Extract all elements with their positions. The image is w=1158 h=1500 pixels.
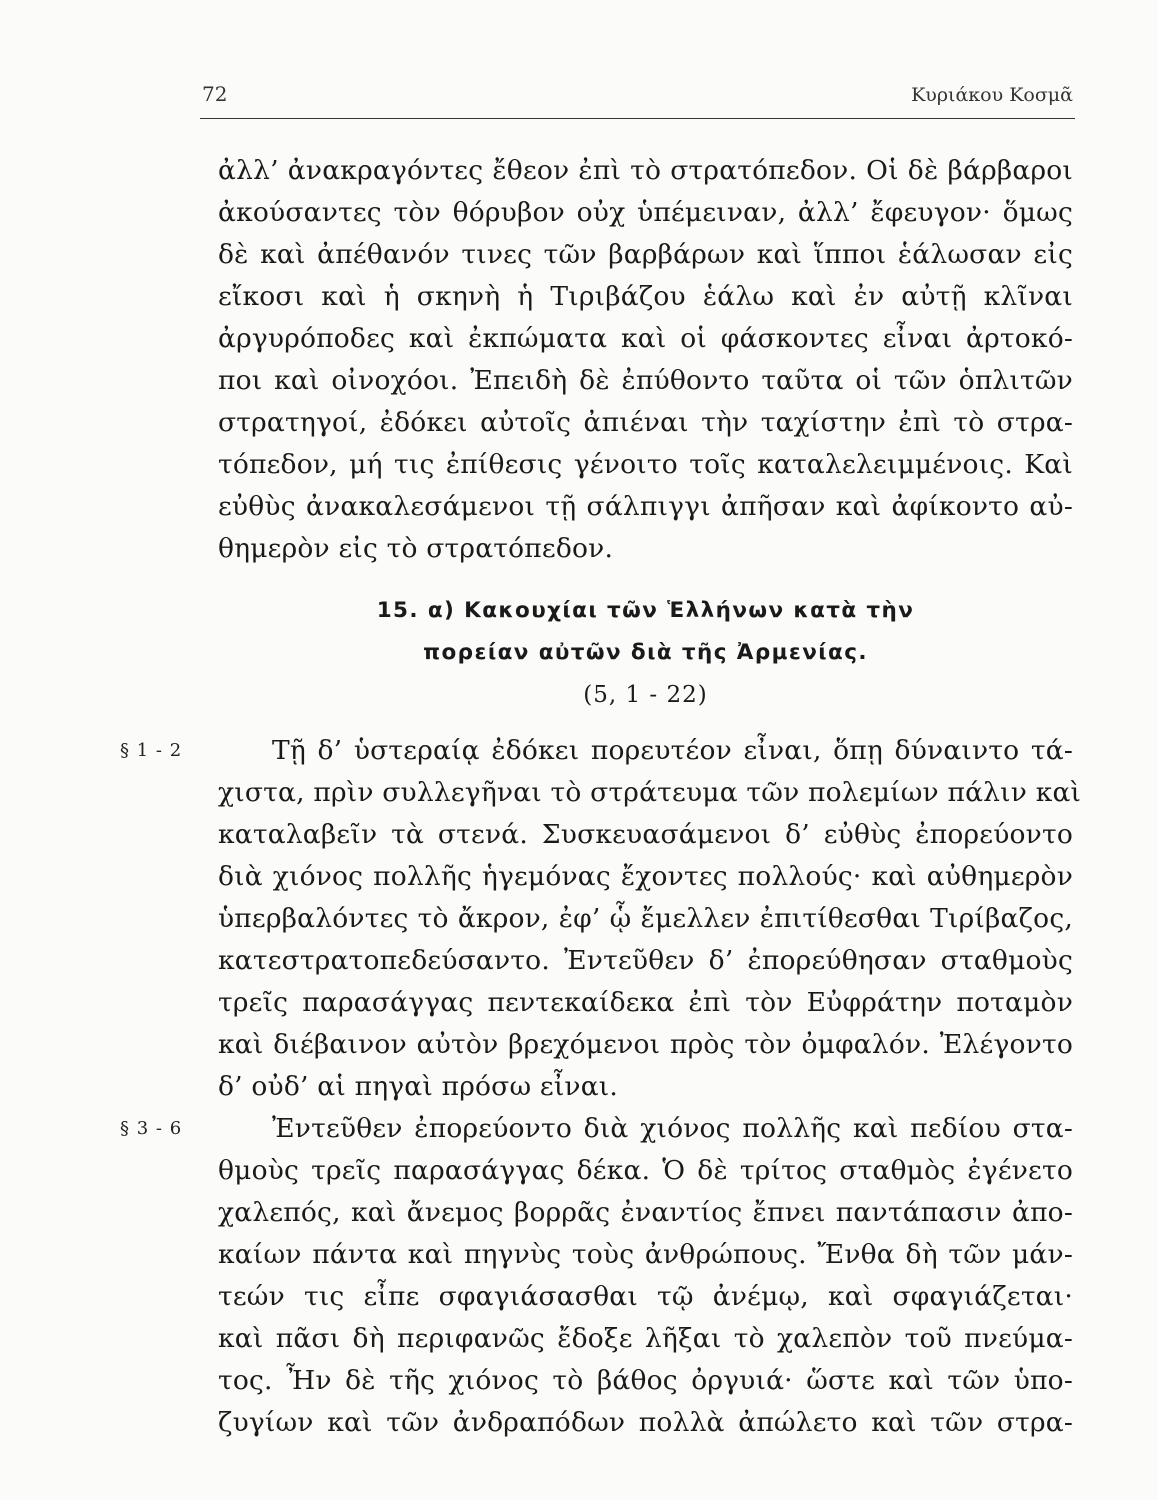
text-line: καίων πάντα καὶ πηγνὺς τοὺς ἀνθρώπους. Ἔνθα δὴ τῶν μάν-	[218, 1239, 1073, 1270]
running-head: Κυριάκου Κοσμᾶ	[911, 84, 1073, 106]
page-number: 72	[202, 82, 228, 106]
text-line: δὲ καὶ ἀπέθανόν τινες τῶν βαρβάρων καὶ ἵπποι ἑάλωσαν εἰς	[218, 239, 1073, 270]
text-line: θμοὺς τρεῖς παρασάγγας δέκα. Ὁ δὲ τρίτος σταθμὸς ἐγένετο	[218, 1155, 1073, 1186]
intro-paragraph	[218, 150, 1073, 570]
text-line: ἀλλ’ ἀνακραγόντες ἔθεον ἐπὶ τὸ στρατόπεδον. Οἱ δὲ βάρβαροι	[218, 155, 1073, 186]
text-line: τρεῖς παρασάγγας πεντεκαίδεκα ἐπὶ τὸν Εὐφράτην ποταμὸν	[218, 987, 1073, 1018]
text-line: ἀργυρόποδες καὶ ἐκπώματα καὶ οἱ φάσκοντες εἶναι ἀρτοκό-	[218, 323, 1073, 354]
text-line: εὐθὺς ἀνακαλεσάμενοι τῇ σάλπιγγι ἀπῆσαν καὶ ἀφίκοντο αὐ-	[218, 491, 1073, 522]
marginal-note: § 1 - 2	[120, 740, 183, 761]
text-line: χιστα, πρὶν συλλεγῆναι τὸ στράτευμα τῶν πολεμίων πάλιν καὶ	[218, 777, 1082, 808]
text-line: διὰ χιόνος πολλῆς ἡγεμόνας ἔχοντες πολλούς· καὶ αὐθημερὸν	[218, 861, 1073, 892]
text-line: καὶ διέβαινον αὐτὸν βρεχόμενοι πρὸς τὸν ὀμφαλόν. Ἐλέγοντο	[218, 1029, 1073, 1060]
marginal-note: § 3 - 6	[120, 1118, 183, 1139]
text-line: ἀκούσαντες τὸν θόρυβον οὐχ ὑπέμειναν, ἀλλ’ ἔφευγον· ὅμως	[218, 197, 1073, 228]
text-line: Τῇ δ’ ὑστεραίᾳ ἐδόκει πορευτέον εἶναι, ὅπῃ δύναιντο τά-	[272, 735, 1073, 766]
text-line: χαλεπός, καὶ ἄνεμος βορρᾶς ἐναντίος ἔπνει παντάπασιν ἀπο-	[218, 1197, 1073, 1228]
section-heading-line-2: πορείαν αὐτῶν διὰ τῆς Ἀρμενίας.	[423, 640, 868, 665]
section-heading-line-1: 15. α) Κακουχίαι τῶν Ἑλλήνων κατὰ τὴν	[376, 598, 915, 623]
section-reference: (5, 1 - 22)	[583, 682, 708, 708]
section-heading	[218, 590, 1073, 716]
text-line: τόπεδον, μή τις ἐπίθεσις γένοιτο τοῖς καταλελειμμένοις. Καὶ	[218, 449, 1073, 480]
text-line: καταλαβεῖν τὰ στενά. Συσκευασάμενοι δ’ εὐθὺς ἐπορεύοντο	[218, 819, 1073, 850]
text-line: εἴκοσι καὶ ἡ σκηνὴ ἡ Τιριβάζου ἑάλω καὶ ἐν αὐτῇ κλῖναι	[218, 281, 1073, 312]
text-line: Ἐντεῦθεν ἐπορεύοντο διὰ χιόνος πολλῆς καὶ πεδίου στα-	[272, 1113, 1073, 1144]
text-line: τεών τις εἶπε σφαγιάσασθαι τῷ ἀνέμῳ, καὶ σφαγιάζεται·	[218, 1281, 1073, 1312]
text-line: θημερὸν εἰς τὸ στρατόπεδον.	[218, 533, 614, 564]
text-line: ζυγίων καὶ τῶν ἀνδραπόδων πολλὰ ἀπώλετο καὶ τῶν στρα-	[218, 1407, 1073, 1438]
text-line: καὶ πᾶσι δὴ περιφανῶς ἔδοξε λῆξαι τὸ χαλεπὸν τοῦ πνεύμα-	[218, 1323, 1073, 1354]
paragraph-1-2	[218, 730, 1082, 1108]
text-line: στρατηγοί, ἐδόκει αὐτοῖς ἀπιέναι τὴν ταχίστην ἐπὶ τὸ στρα-	[218, 407, 1073, 438]
text-line: δ’ οὐδ’ αἱ πηγαὶ πρόσω εἶναι.	[218, 1071, 619, 1102]
text-line: ποι καὶ οἰνοχόοι. Ἐπειδὴ δὲ ἐπύθοντο ταῦτα οἱ τῶν ὁπλιτῶν	[218, 365, 1073, 396]
paragraph-3-6	[218, 1108, 1073, 1444]
page-header	[200, 78, 1075, 119]
text-line: ὑπερβαλόντες τὸ ἄκρον, ἐφ’ ᾧ ἔμελλεν ἐπιτίθεσθαι Τιρίβαζος,	[218, 903, 1073, 934]
text-line: κατεστρατοπεδεύσαντο. Ἐντεῦθεν δ’ ἐπορεύθησαν σταθμοὺς	[218, 945, 1073, 976]
text-line: τος. Ἦν δὲ τῆς χιόνος τὸ βάθος ὀργυιά· ὥστε καὶ τῶν ὑπο-	[218, 1365, 1073, 1396]
